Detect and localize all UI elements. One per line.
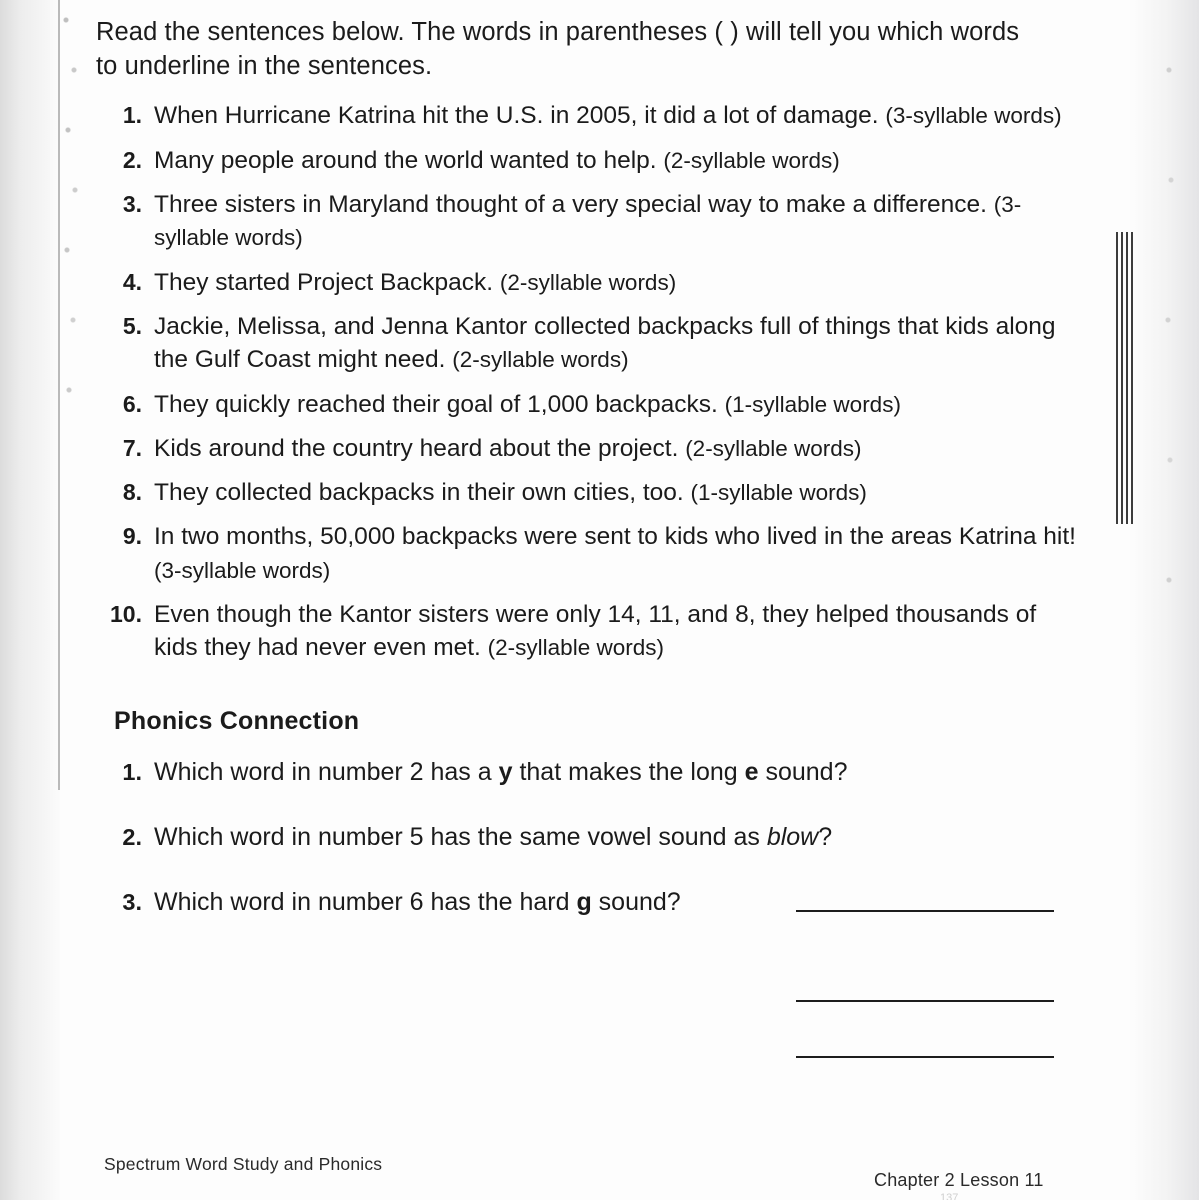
- footer-chapter-lesson: Chapter 2 Lesson 11: [874, 1170, 1044, 1190]
- sentence-list: [96, 99, 1096, 664]
- list-item-number: 1.: [122, 758, 142, 785]
- list-item-hint: (1-syllable words): [724, 391, 901, 417]
- list-item-hint: (2-syllable words): [663, 147, 840, 173]
- question-text-part: ?: [818, 822, 833, 851]
- emphasis-letter: g: [576, 888, 592, 917]
- list-item-text: They started Project Backpack.: [154, 268, 494, 296]
- list-item: [96, 432, 1084, 465]
- list-item: [96, 266, 1084, 299]
- footer-page-number: 137: [940, 1192, 959, 1200]
- list-item-hint: (1-syllable words): [690, 480, 867, 506]
- question-text-part: that makes the long: [512, 757, 745, 786]
- list-item: [96, 388, 1084, 421]
- list-item-number: 10.: [110, 601, 142, 628]
- list-item-hint: (3-syllable words): [885, 103, 1062, 129]
- answer-blank-line-1[interactable]: [796, 910, 1054, 912]
- list-item-number: 2.: [122, 146, 142, 173]
- question-text-part: Which word in number 6 has the hard: [154, 888, 577, 917]
- list-item-number: 6.: [122, 390, 142, 417]
- list-item-number: 1.: [122, 102, 142, 129]
- list-item-text: Three sisters in Maryland thought of a very special way to make a difference.: [154, 190, 987, 218]
- list-item-number: 9.: [122, 523, 142, 550]
- phonics-connection-heading: Phonics Connection: [114, 706, 360, 735]
- list-item-text: Many people around the world wanted to help.: [154, 146, 657, 174]
- list-item-number: 4.: [122, 268, 142, 295]
- list-item-text: Kids around the country heard about the project.: [154, 434, 679, 462]
- phonics-question-list: [96, 756, 1096, 920]
- list-item-hint: (2-syllable words): [487, 635, 664, 661]
- list-item: [96, 144, 1084, 177]
- scan-speckle-artifact-right: [1163, 60, 1177, 620]
- answer-blank-line-2[interactable]: [796, 1000, 1054, 1002]
- list-item-text: Jackie, Melissa, and Jenna Kantor collected backpacks full of things that kids along the Gulf Coast might need.: [154, 312, 1056, 374]
- list-item: [96, 821, 854, 854]
- list-item-number: 5.: [122, 312, 142, 339]
- footer-book-title: Spectrum Word Study and Phonics: [104, 1154, 383, 1174]
- worksheet-content: [96, 0, 1096, 951]
- scan-speckle-artifact: [62, 0, 80, 430]
- list-item: [96, 598, 1084, 665]
- list-item: [96, 99, 1084, 132]
- list-item-hint: (3-syllable words): [154, 191, 1022, 251]
- list-item-number: 7.: [122, 434, 142, 461]
- list-item-text: In two months, 50,000 backpacks were sent to kids who lived in the areas Katrina hit!: [154, 523, 1076, 551]
- list-item-text: When Hurricane Katrina hit the U.S. in 2005, it did a lot of damage.: [154, 102, 879, 130]
- list-item-hint: (2-syllable words): [685, 435, 862, 461]
- list-item-text: They collected backpacks in their own cities, too.: [154, 479, 684, 507]
- list-item-text: They quickly reached their goal of 1,000 backpacks.: [154, 390, 718, 418]
- list-item: [96, 520, 1084, 587]
- list-item-hint: (2-syllable words): [499, 269, 677, 295]
- emphasis-letter: y: [498, 757, 513, 786]
- question-text-part: Which word in number 2 has a: [154, 757, 499, 786]
- list-item-number: 8.: [122, 479, 142, 506]
- scan-edge-shadow-left: [0, 0, 60, 1200]
- list-item-text: Even though the Kantor sisters were only 14, 11, and 8, they helped thousands of kids they had never even met.: [154, 601, 1037, 662]
- instructions-text: Read the sentences below. The words in parentheses ( ) will tell you which words to underline in the sentences.: [96, 18, 1020, 80]
- list-item: [96, 756, 854, 789]
- list-item-number: 3.: [122, 889, 142, 916]
- answer-blank-line-3[interactable]: [796, 1056, 1054, 1058]
- list-item-number: 3.: [122, 190, 142, 217]
- list-item-hint: (3-syllable words): [154, 557, 331, 583]
- list-item: [96, 886, 854, 919]
- book-spine-line: [58, 0, 60, 790]
- list-item-hint: (2-syllable words): [452, 347, 629, 373]
- list-item: [96, 310, 1084, 377]
- list-item: [96, 476, 1084, 509]
- emphasis-letter: e: [744, 757, 759, 786]
- question-text-part: sound?: [591, 888, 681, 917]
- emphasis-word: blow: [766, 822, 819, 851]
- list-item: [96, 188, 1084, 255]
- question-text-part: Which word in number 5 has the same vowel sound as: [154, 822, 767, 851]
- barcode-icon: [1116, 232, 1136, 524]
- list-item-number: 2.: [122, 823, 142, 850]
- question-text-part: sound?: [758, 757, 848, 786]
